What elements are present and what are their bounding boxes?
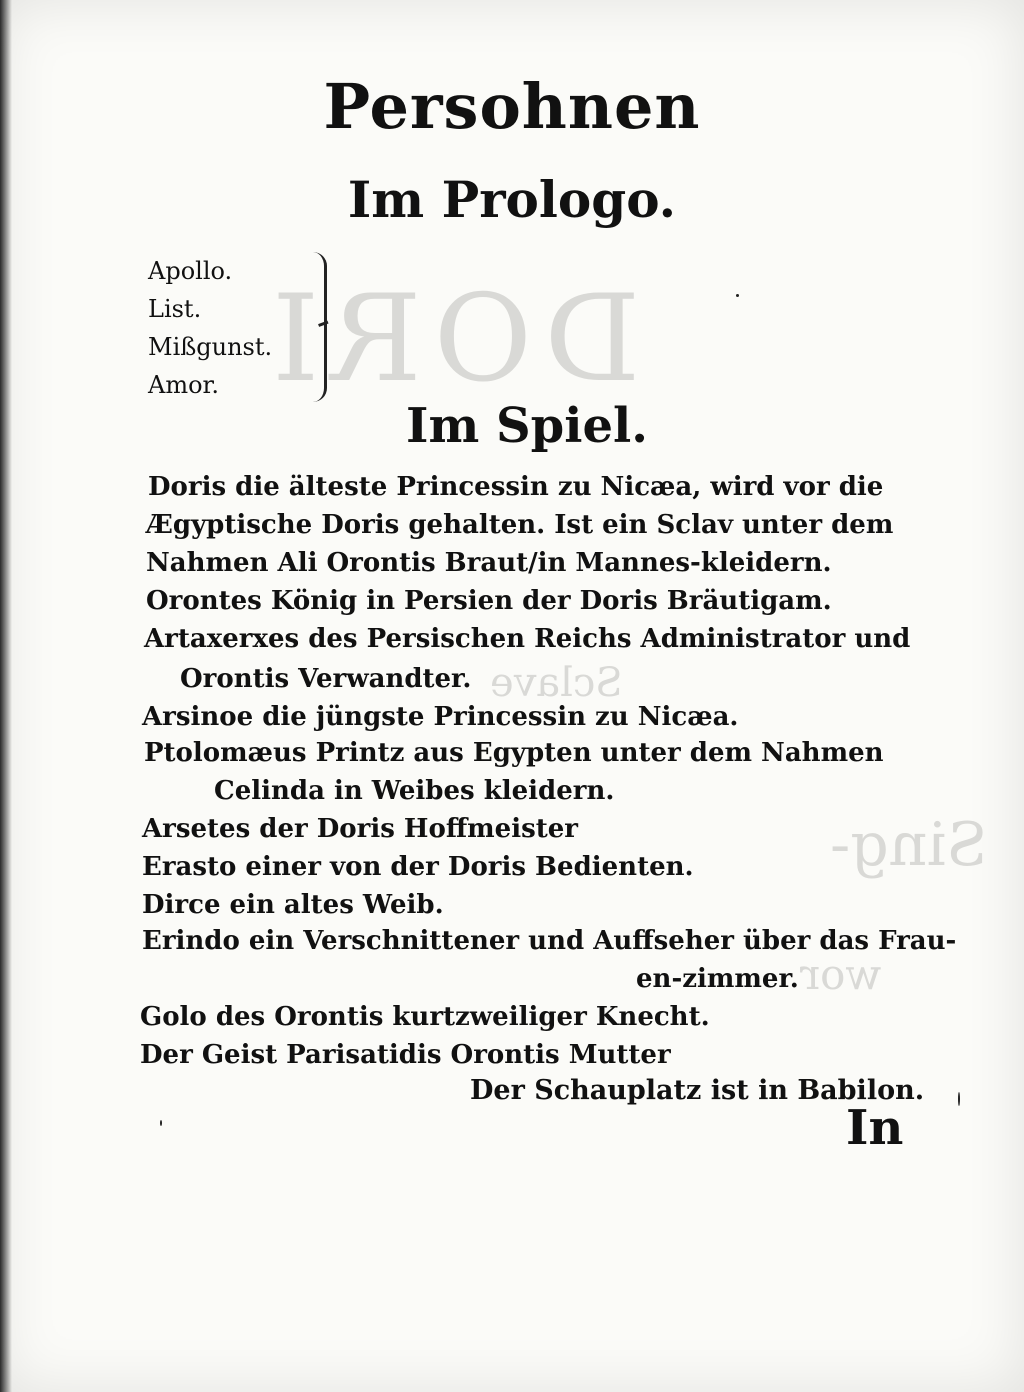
cast-line: Orontis Verwandter. xyxy=(180,664,472,694)
cast-line: Golo des Orontis kurtzweiliger Knecht. xyxy=(140,1002,710,1032)
cast-line: Arsinoe die jüngste Princessin zu Nicæa. xyxy=(142,702,739,732)
cast-line: Erasto einer von der Doris Bedienten. xyxy=(142,852,694,882)
bleed-word: Sing- xyxy=(830,810,988,880)
cast-line: Artaxerxes des Persischen Reichs Administrator und xyxy=(144,624,911,654)
cast-line: Celinda in Weibes kleidern. xyxy=(214,776,615,806)
cast-line: Doris die älteste Princessin zu Nicæa, wird vor die xyxy=(148,472,884,502)
bleed-word: DORI xyxy=(260,270,641,409)
cast-line: Orontes König in Persien der Doris Bräutigam. xyxy=(146,586,832,616)
cast-line: en-zimmer. xyxy=(636,964,799,994)
scene-note: Der Schauplatz ist in Babilon. xyxy=(470,1075,925,1106)
catchword: In xyxy=(846,1100,904,1156)
ink-speck xyxy=(958,1092,960,1106)
cast-line: Dirce ein altes Weib. xyxy=(142,890,444,920)
prologue-heading: Im Prologo. xyxy=(347,170,677,229)
prologue-character: Mißgunst. xyxy=(148,333,273,361)
prologue-character: Amor. xyxy=(148,371,220,399)
cast-line: Ægyptische Doris gehalten. Ist ein Sclav unter dem xyxy=(146,510,894,540)
bleed-word: wor xyxy=(800,950,882,999)
ink-speck xyxy=(736,294,739,297)
cast-line: Erindo ein Verschnittener und Auffseher über das Frau- xyxy=(142,926,957,956)
play-heading: Im Spiel. xyxy=(406,398,648,454)
prologue-character: List. xyxy=(148,295,202,323)
cast-line: Nahmen Ali Orontis Braut/in Mannes-kleidern. xyxy=(146,548,832,578)
cast-line: Ptolomæus Printz aus Egypten unter dem Nahmen xyxy=(144,738,884,768)
page-title: Persohnen xyxy=(323,70,701,143)
cast-line: Der Geist Parisatidis Orontis Mutter xyxy=(140,1040,671,1070)
cast-line: Arsetes der Doris Hoffmeister xyxy=(142,814,578,844)
prologue-character: Apollo. xyxy=(148,257,233,285)
bleed-word: Sclave xyxy=(490,660,623,706)
ink-speck xyxy=(160,1120,162,1126)
